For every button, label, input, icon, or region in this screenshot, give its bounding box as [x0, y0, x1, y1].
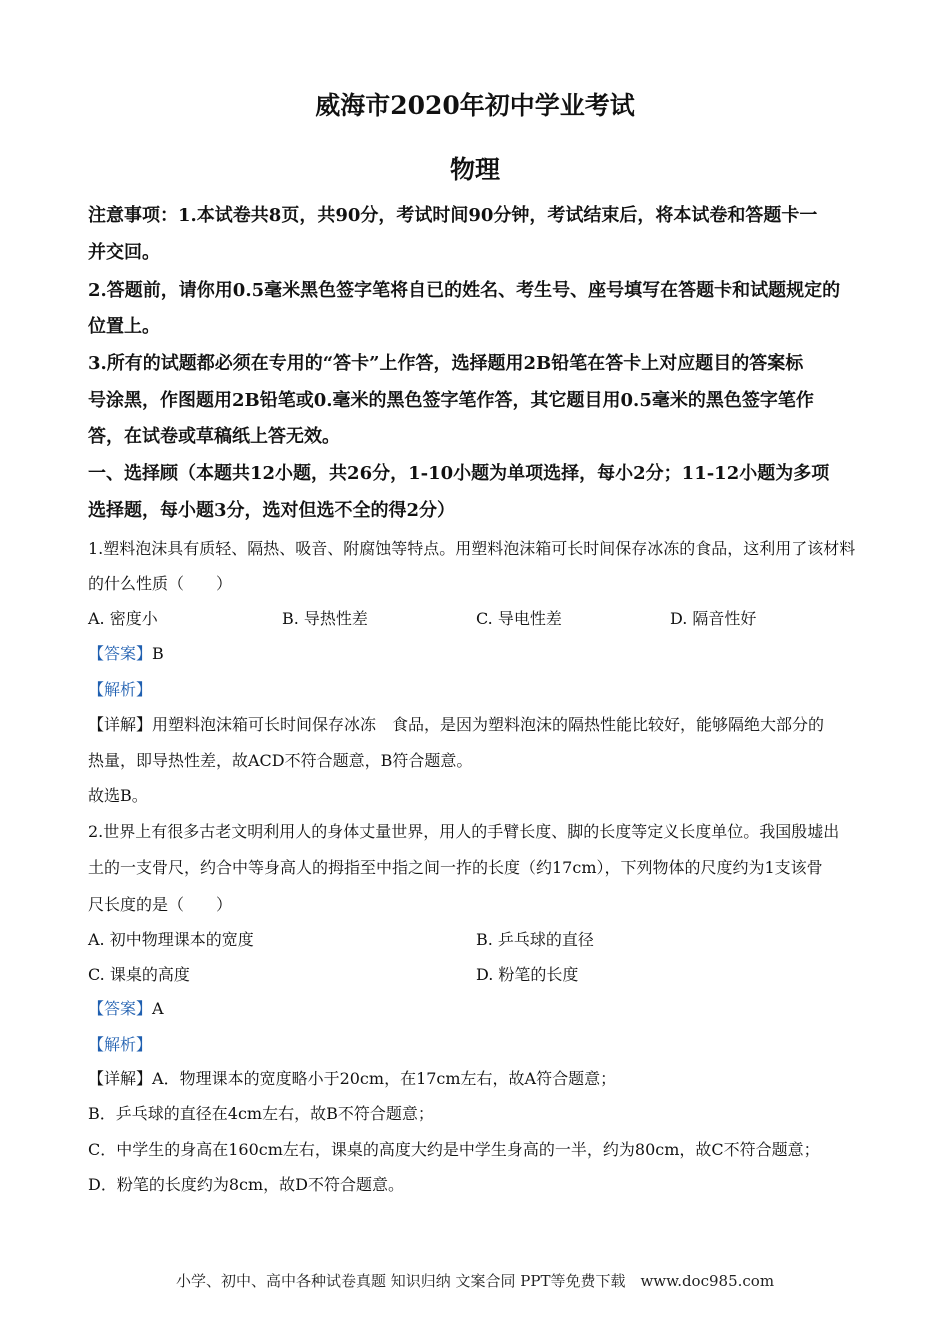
- detail-text: 用塑料泡沫箱可长时间保存冰冻 食品，是因为塑料泡沫的隔热性能比较好，能够隔绝大部分的: [152, 715, 825, 734]
- subject-title: 物理: [449, 155, 500, 184]
- answer-value: A: [152, 999, 164, 1018]
- q1-answer: [88, 644, 868, 664]
- notes-line: 位置上。: [88, 316, 160, 337]
- notes-line: 号涂黑，作图题用2B铅笔或0.毫米的黑色签字笔作答，其它题目用0.5毫米的黑色签字笔作: [88, 390, 814, 411]
- q1-option-d: D. 隔音性好: [670, 609, 757, 628]
- question-1-stem: 的什么性质（ ）: [88, 574, 233, 593]
- page-footer: 小学、初中、高中各种试卷真题 知识归纳 文案合同 PPT等免费下载 www.doc985.com: [175, 1272, 775, 1290]
- question-1-stem: 1.塑料泡沫具有质轻、隔热、吸音、附腐蚀等特点。用塑料泡沫箱可长时间保存冰冻的食品，这利用了该材料: [88, 539, 856, 558]
- notes-line: 3.所有的试题都必须在专用的“答卡”上作答，选择题用2B铅笔在答卡上对应题目的答案标: [88, 353, 804, 374]
- section-header: 一、选择顾（本题共12小题，共26分，1-10小题为单项选择，每小2分；11-12小题为多项: [88, 463, 830, 484]
- q1-option-a: A. 密度小: [88, 609, 158, 628]
- q2-option-d: D. 粉笔的长度: [476, 965, 579, 984]
- detail-text: A．物理课本的宽度略小于20cm，在17cm左右，故A符合题意；: [152, 1069, 617, 1088]
- q2-detail: C．中学生的身高在160cm左右，课桌的高度大约是中学生身高的一半，约为80cm，故C不符合题意；: [88, 1140, 820, 1159]
- question-2-stem: 土的一支骨尺，约合中等身高人的拇指至中指之间一拃的长度（约17cm），下列物体的尺度约为1支该骨: [88, 858, 823, 877]
- question-2-stem: 2.世界上有很多古老文明利用人的身体丈量世界，用人的手臂长度、脚的长度等定义长度单位。我国殷墟出: [88, 822, 840, 841]
- exam-title: 威海市2020年初中学业考试: [315, 91, 635, 120]
- q1-detail: 故选B。: [88, 786, 148, 805]
- notes-line: 2.答题前，请你用0.5毫米黑色签字笔将自已的姓名、考生号、座号填写在答题卡和试题规定的: [88, 280, 841, 301]
- q2-option-c: C. 课桌的高度: [88, 965, 190, 984]
- q2-detail: [88, 1069, 868, 1089]
- answer-value: B: [152, 644, 164, 663]
- q1-option-c: C. 导电性差: [476, 609, 562, 628]
- q1-detail: 热量，即导热性差，故ACD不符合题意，B符合题意。: [88, 751, 473, 770]
- notes-line: 并交回。: [88, 242, 160, 263]
- q2-analysis: [88, 1035, 868, 1055]
- detail-tag: 【详解】: [88, 1069, 153, 1088]
- q1-detail: [88, 715, 868, 735]
- answer-tag: 【答案】: [88, 644, 153, 663]
- q2-detail: B．乒乓球的直径在4cm左右，故B不符合题意；: [88, 1104, 434, 1123]
- answer-tag: 【答案】: [88, 999, 153, 1018]
- analysis-tag: 【解析】: [88, 680, 153, 699]
- section-header: 选择题，每小题3分，选对但选不全的得2分）: [88, 500, 456, 521]
- analysis-tag: 【解析】: [88, 1035, 153, 1054]
- q1-option-b: B. 导热性差: [282, 609, 368, 628]
- question-2-stem: 尺长度的是（ ）: [88, 895, 233, 914]
- q2-answer: [88, 999, 868, 1019]
- q2-option-b: B. 乒乓球的直径: [476, 930, 594, 949]
- q2-detail: D．粉笔的长度约为8cm，故D不符合题意。: [88, 1175, 404, 1194]
- notes-line: 答，在试卷或草稿纸上答无效。: [88, 426, 340, 447]
- q1-analysis: [88, 680, 868, 700]
- q2-option-a: A. 初中物理课本的宽度: [88, 930, 254, 949]
- notes-line: 注意事项：1.本试卷共8页，共90分，考试时间90分钟，考试结束后，将本试卷和答题卡一: [88, 205, 818, 226]
- detail-tag: 【详解】: [88, 715, 153, 734]
